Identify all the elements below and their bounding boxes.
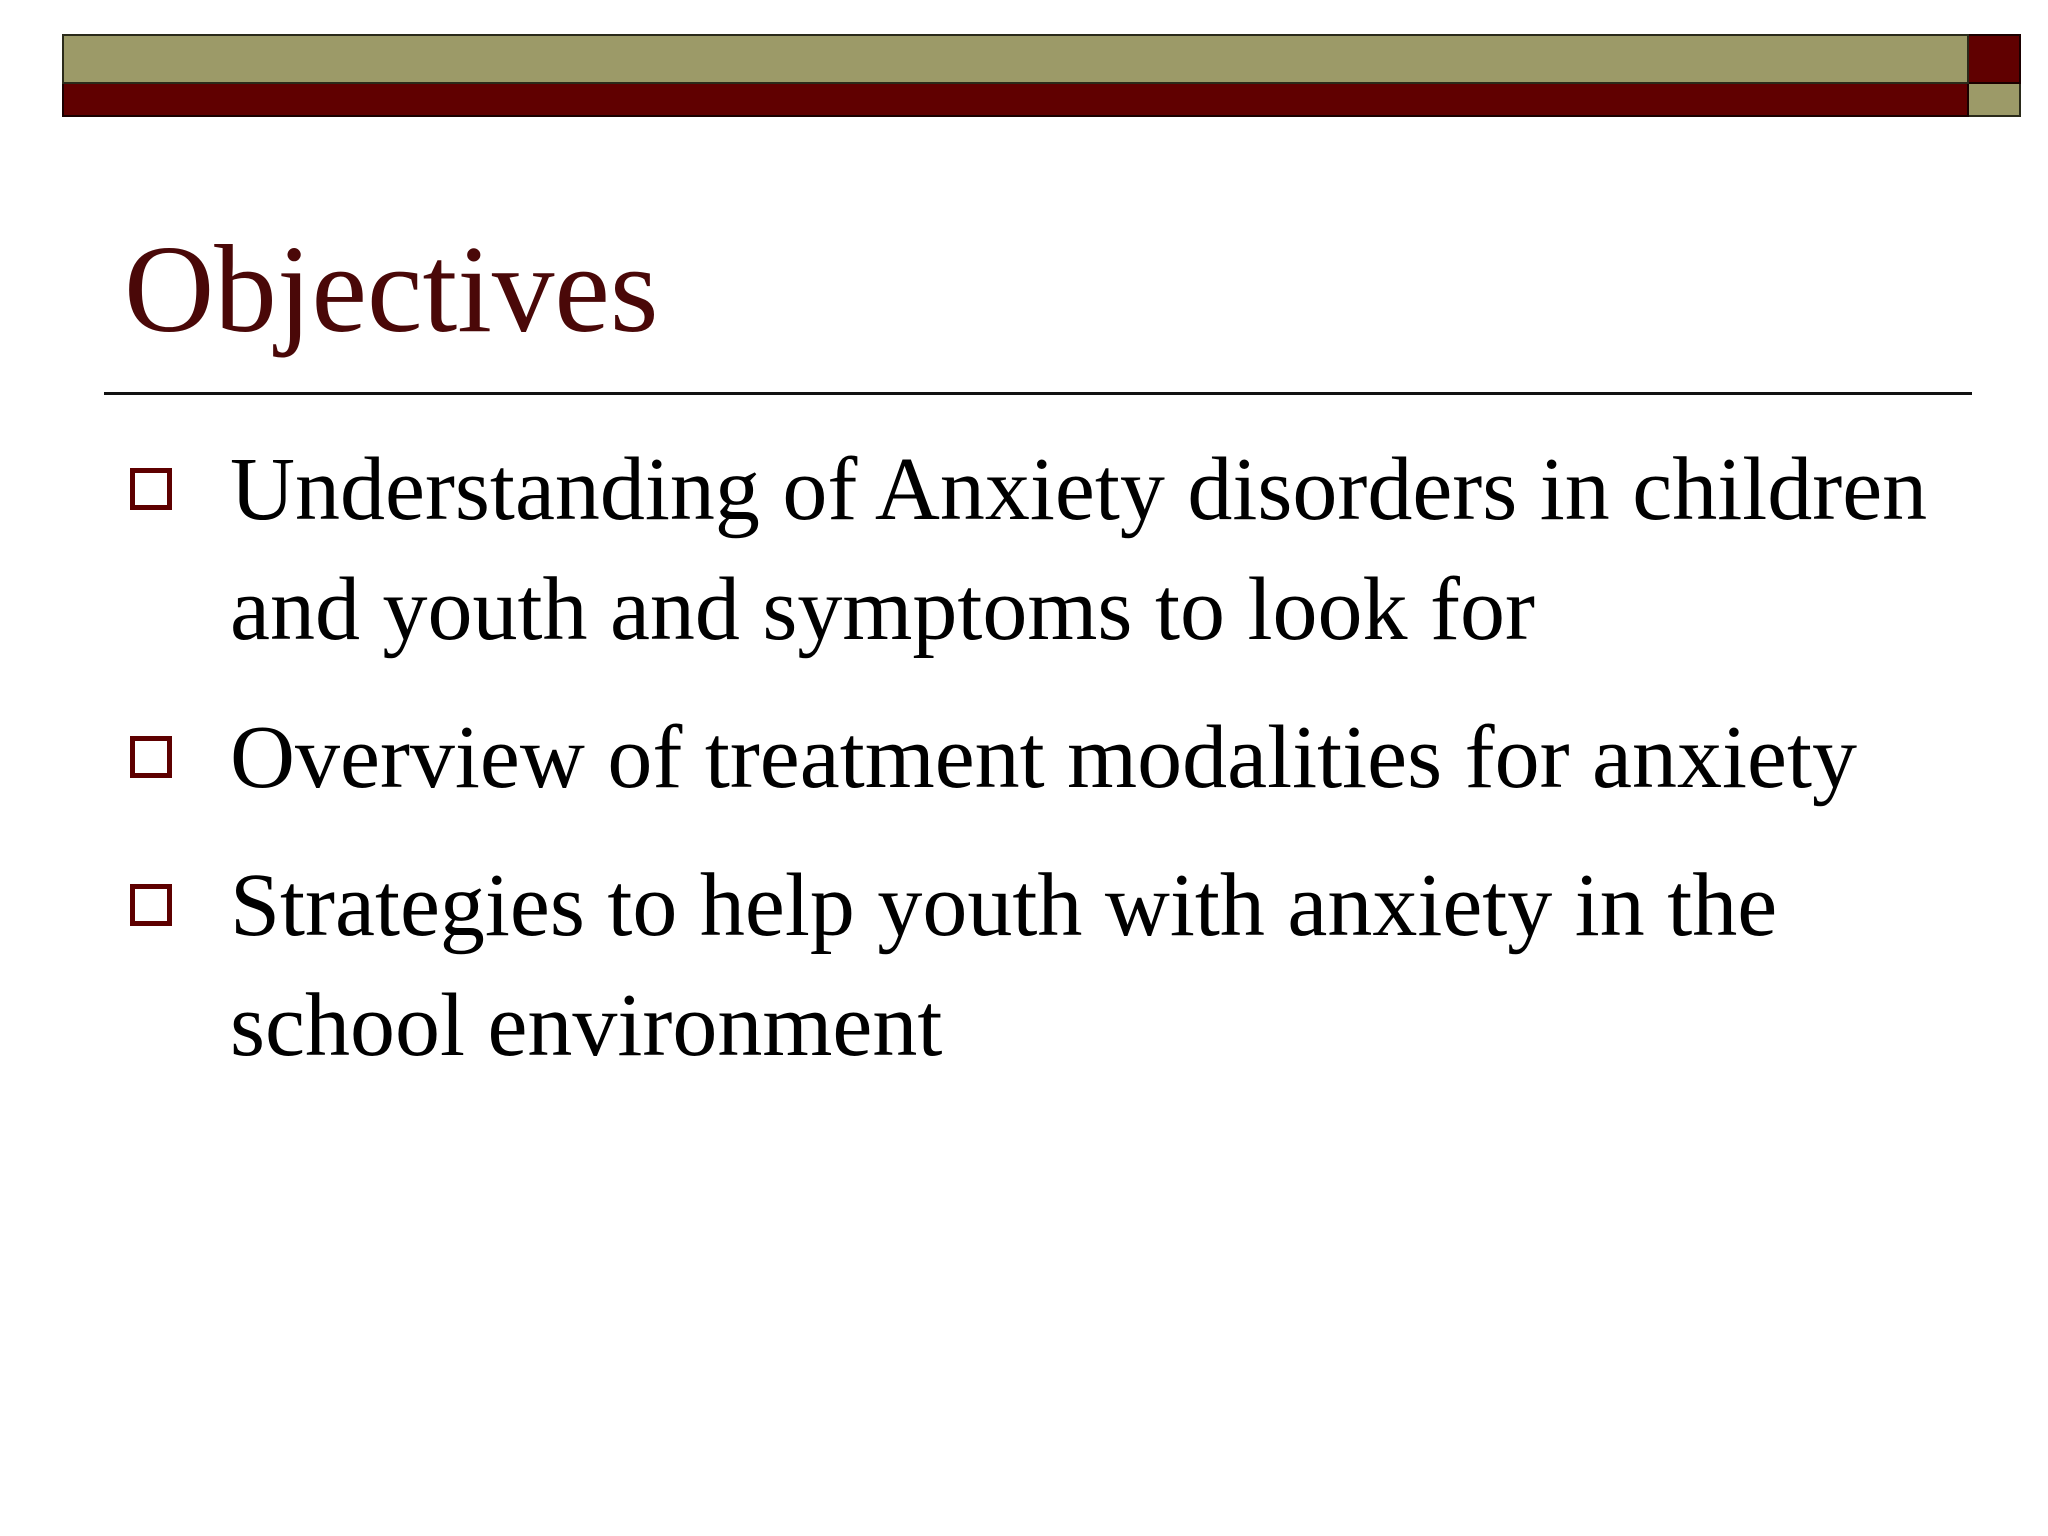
header-corner-square-top xyxy=(1969,34,2021,84)
bullet-list xyxy=(130,430,1930,1114)
square-bullet-icon xyxy=(130,884,172,926)
bullet-item xyxy=(130,430,1930,670)
header-maroon-bar xyxy=(62,84,1969,117)
header-corner-square-bottom xyxy=(1969,84,2021,117)
bullet-text: Understanding of Anxiety disorders in children and youth and symptoms to look for xyxy=(230,440,1928,659)
slide-title: Objectives xyxy=(124,221,659,359)
bullet-text: Strategies to help youth with anxiety in the school environment xyxy=(230,856,1778,1075)
header-olive-bar xyxy=(62,34,1969,84)
bullet-text: Overview of treatment modalities for anxiety xyxy=(230,708,1857,807)
bullet-item xyxy=(130,846,1930,1086)
square-bullet-icon xyxy=(130,468,172,510)
square-bullet-icon xyxy=(130,736,172,778)
bullet-item xyxy=(130,698,1930,818)
title-divider xyxy=(104,392,1972,395)
